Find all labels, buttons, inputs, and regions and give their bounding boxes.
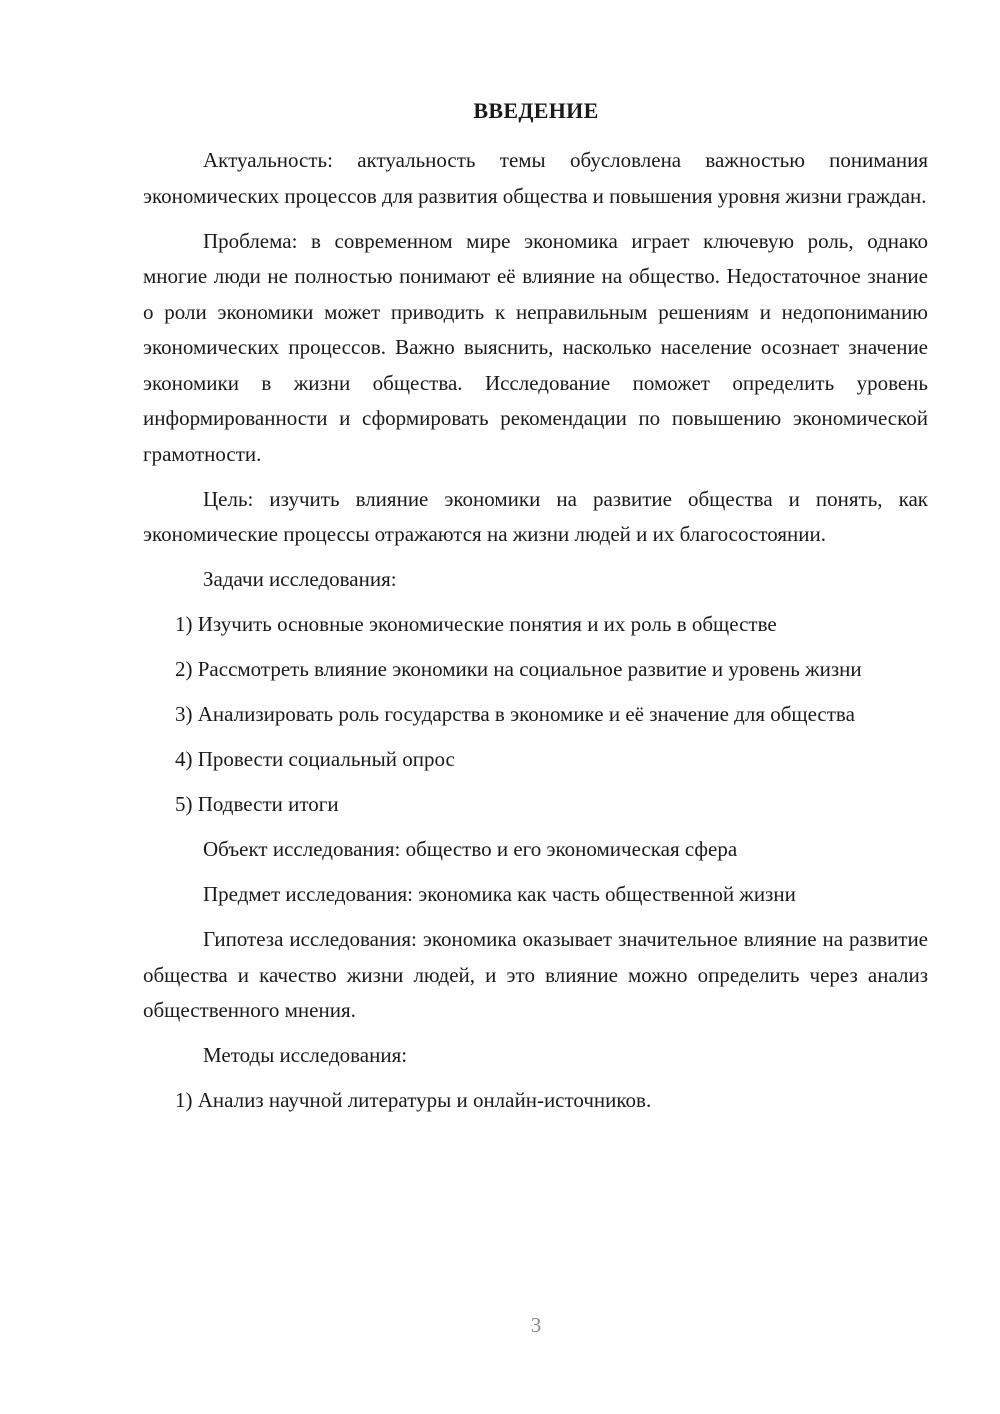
research-hypothesis: Гипотеза исследования: экономика оказывает значительное влияние на развитие общества и качество жизни людей, и это влияние можно определить через анализ общественного мнения.	[143, 927, 928, 1022]
task-item: 5) Подвести итоги	[175, 792, 339, 816]
paragraph-goal: Цель: изучить влияние экономики на развитие общества и понять, как экономические процессы отражаются на жизни людей и их благосостоянии.	[143, 486, 928, 546]
research-subject: Предмет исследования: экономика как часть общественной жизни	[203, 882, 796, 906]
paragraph-relevance: Актуальность: актуальность темы обусловлена важностью понимания экономических процессов для развития общества и повышения уровня жизни граждан.	[143, 148, 928, 208]
document-body	[143, 143, 928, 1128]
task-item: 1) Изучить основные экономические понятия и их роль в обществе	[175, 612, 777, 636]
research-object: Объект исследования: общество и его экономическая сфера	[203, 837, 738, 861]
task-item: 2) Рассмотреть влияние экономики на социальное развитие и уровень жизни	[175, 657, 862, 681]
page-number: 3	[530, 1313, 542, 1337]
methods-heading: Методы исследования:	[203, 1043, 408, 1067]
page-title: ВВЕДЕНИЕ	[473, 98, 599, 123]
paragraph-problem: Проблема: в современном мире экономика играет ключевую роль, однако многие люди не полностью понимают её влияние на общество. Недостаточное знание о роли экономики может приводить к неправильным решениям и недопониманию экономических процессов. Важно выяснить, насколько население осознает значение экономики в жизни общества. Исследование поможет определить уровень информированности и сформировать рекомендации по повышению экономической грамотности.	[143, 228, 928, 466]
task-item: 4) Провести социальный опрос	[175, 747, 455, 771]
method-item: 1) Анализ научной литературы и онлайн-источников.	[175, 1088, 652, 1112]
tasks-heading: Задачи исследования:	[203, 567, 397, 591]
task-item: 3) Анализировать роль государства в экономике и её значение для общества	[175, 702, 855, 726]
